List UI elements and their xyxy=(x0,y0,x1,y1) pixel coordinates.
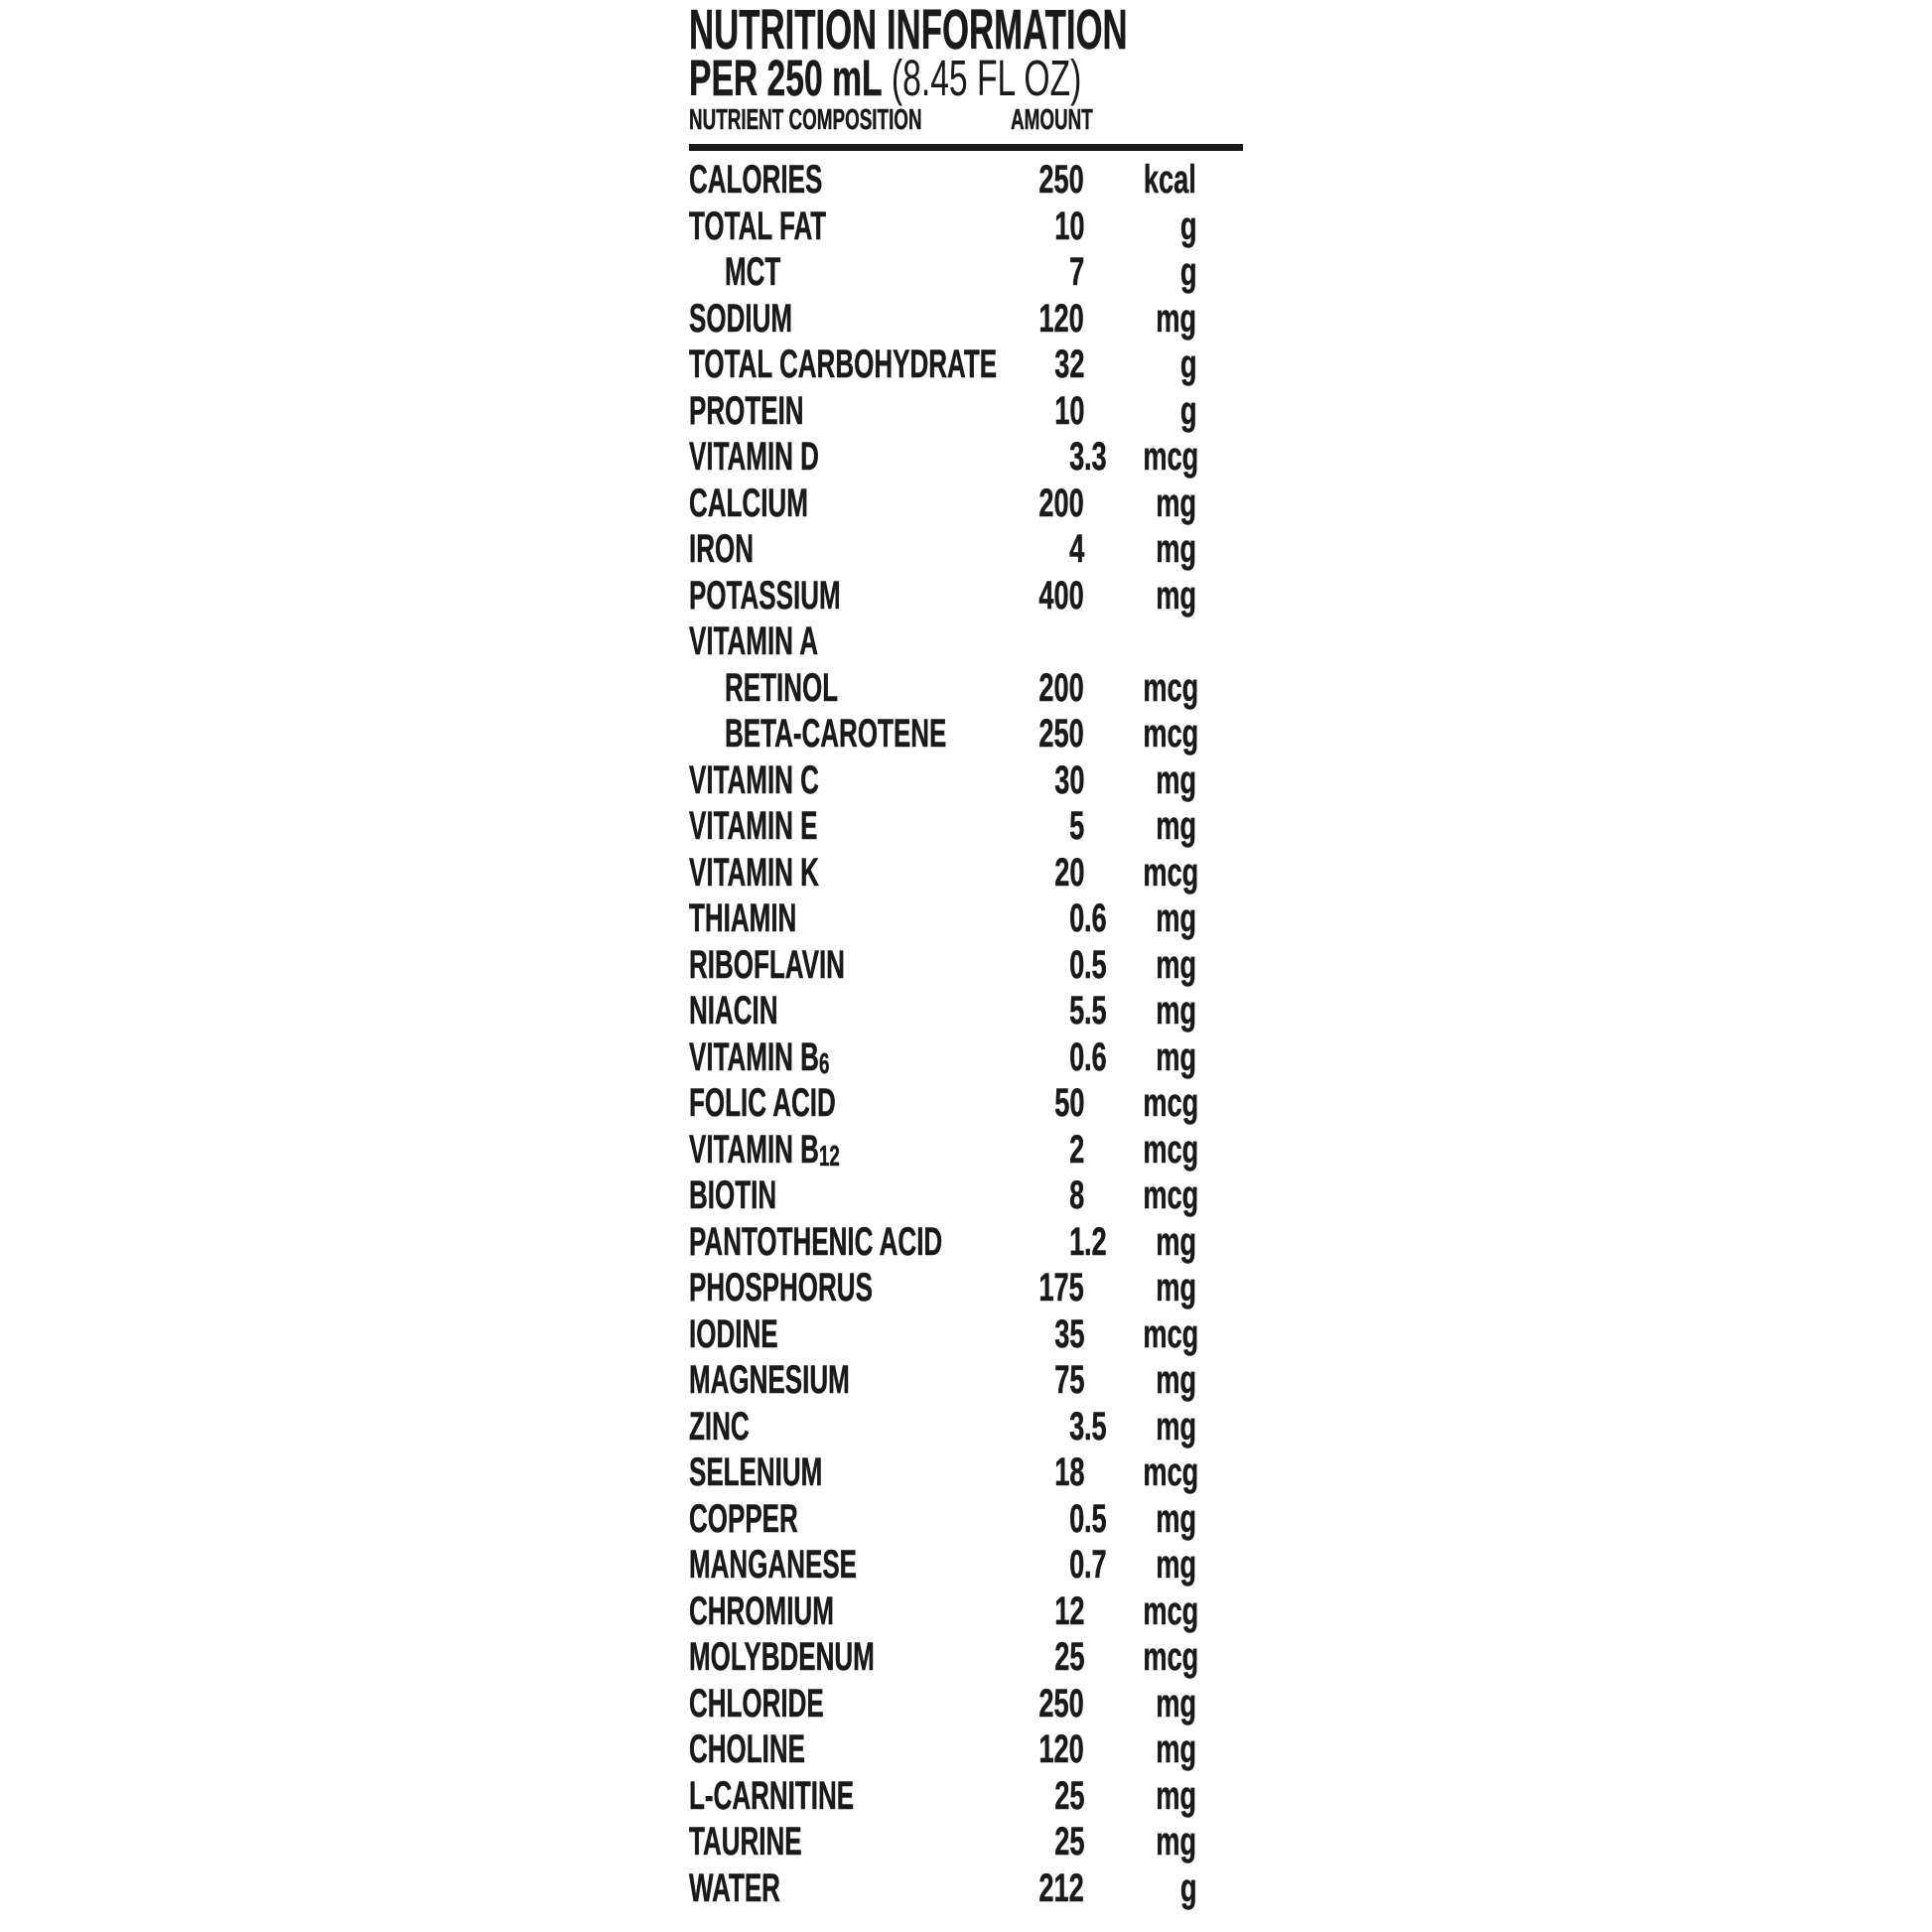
amount-unit: mg xyxy=(1156,1543,1196,1587)
amount-value-integer: 200 xyxy=(1038,481,1084,525)
amount-value xyxy=(957,157,1084,204)
nutrient-label-text: THIAMIN xyxy=(689,897,797,940)
nutrient-label-text: VITAMIN C xyxy=(689,758,819,802)
nutrient-label xyxy=(689,1588,957,1635)
nutrient-label xyxy=(689,1265,957,1311)
amount-unit: mcg xyxy=(1143,1311,1199,1356)
nutrient-label xyxy=(689,711,957,758)
nutrient-label xyxy=(689,850,957,897)
table-row xyxy=(689,481,1243,527)
table-row xyxy=(689,988,1243,1035)
nutrient-label xyxy=(689,1726,957,1773)
nutrient-label-text: MOLYBDENUM xyxy=(689,1635,875,1679)
amount-value-fraction xyxy=(1084,1080,1117,1127)
amount-unit: mg xyxy=(1156,481,1196,525)
table-row xyxy=(689,1819,1243,1865)
table-row xyxy=(689,1080,1243,1127)
amount-value-integer: 7 xyxy=(1068,250,1084,294)
column-header-amount: AMOUNT xyxy=(1011,104,1093,136)
table-row xyxy=(689,896,1243,942)
amount-value xyxy=(957,573,1084,620)
nutrition-label-panel xyxy=(689,0,1245,1932)
amount-value-fraction xyxy=(1084,1681,1117,1727)
amount-value xyxy=(957,249,1084,296)
amount-value xyxy=(957,1449,1084,1496)
amount-unit: mcg xyxy=(1143,435,1199,479)
amount-value-fraction xyxy=(1084,803,1117,850)
nutrient-label-text: VITAMIN K xyxy=(689,850,819,895)
amount-value-fraction xyxy=(1084,665,1117,712)
amount-value xyxy=(957,1865,1084,1912)
amount-value-fraction: .3 xyxy=(1084,435,1107,479)
amount-value-fraction xyxy=(1084,526,1117,573)
amount-value xyxy=(957,526,1084,573)
amount-value-fraction xyxy=(1084,1449,1117,1496)
amount-value-fraction xyxy=(1084,758,1117,804)
amount-value-fraction xyxy=(1084,157,1117,204)
table-row xyxy=(689,1726,1243,1773)
nutrient-label-text: RETINOL xyxy=(725,665,839,710)
amount-unit: mg xyxy=(1156,1266,1196,1310)
table-row xyxy=(689,204,1243,250)
nutrient-label-text: CHLORIDE xyxy=(689,1681,824,1725)
amount-value-fraction xyxy=(1084,1588,1117,1635)
amount-value xyxy=(957,1819,1084,1865)
amount-value-fraction xyxy=(1084,711,1117,758)
nutrient-label-text: BIOTIN xyxy=(689,1173,777,1217)
nutrient-label-text: PROTEIN xyxy=(689,388,804,433)
amount-unit: g xyxy=(1179,388,1196,433)
amount-value xyxy=(957,1634,1084,1681)
table-row xyxy=(689,1035,1243,1081)
amount-value-fraction: .6 xyxy=(1084,1035,1107,1079)
amount-value-fraction: .2 xyxy=(1084,1219,1107,1264)
amount-value xyxy=(957,1311,1084,1358)
amount-value-integer: 25 xyxy=(1053,1820,1084,1863)
amount-unit: mg xyxy=(1156,1773,1196,1818)
nutrient-label-text: PHOSPHORUS xyxy=(689,1266,873,1310)
table-row xyxy=(689,388,1243,435)
amount-unit: mcg xyxy=(1143,1635,1199,1679)
amount-value xyxy=(957,434,1084,481)
amount-unit: g xyxy=(1179,204,1196,248)
amount-value xyxy=(957,204,1084,250)
amount-value-fraction: .5 xyxy=(1084,1496,1107,1541)
amount-value xyxy=(957,1357,1084,1404)
table-row xyxy=(689,1634,1243,1681)
amount-value-fraction: .5 xyxy=(1084,989,1107,1033)
nutrient-label xyxy=(689,204,957,250)
amount-unit: g xyxy=(1179,250,1196,294)
nutrient-label-text: TOTAL FAT xyxy=(689,204,827,248)
nutrient-label xyxy=(689,1035,957,1081)
amount-value-integer: 25 xyxy=(1053,1773,1084,1818)
nutrient-label-text: TOTAL CARBOHYDRATE xyxy=(689,343,998,386)
amount-value-integer: 4 xyxy=(1068,527,1084,571)
amount-value xyxy=(957,758,1084,804)
amount-value-fraction xyxy=(1084,1127,1117,1173)
serving-size-text xyxy=(689,50,1082,106)
amount-value-integer: 12 xyxy=(1053,1588,1084,1633)
amount-value-integer: 35 xyxy=(1053,1311,1084,1356)
amount-value-integer: 212 xyxy=(1038,1865,1084,1910)
header-rule xyxy=(689,144,1243,151)
amount-value-fraction xyxy=(1084,342,1117,388)
amount-value-fraction xyxy=(1084,1357,1117,1404)
amount-value xyxy=(957,1080,1084,1127)
nutrient-label-text: IODINE xyxy=(689,1311,778,1356)
amount-unit: mcg xyxy=(1143,1588,1199,1633)
table-row xyxy=(689,1173,1243,1219)
amount-value xyxy=(957,1726,1084,1773)
amount-unit: mg xyxy=(1156,296,1196,341)
nutrient-label xyxy=(689,526,957,573)
table-row xyxy=(689,1681,1243,1727)
amount-value-fraction xyxy=(1084,249,1117,296)
amount-value xyxy=(957,896,1084,942)
amount-unit: mg xyxy=(1156,758,1196,802)
amount-value-integer: 32 xyxy=(1053,343,1084,386)
column-header-nutrient: NUTRIENT COMPOSITION xyxy=(689,104,922,136)
amount-unit: kcal xyxy=(1144,158,1196,202)
amount-unit: mg xyxy=(1156,1035,1196,1079)
table-row xyxy=(689,1219,1243,1266)
amount-unit: mg xyxy=(1156,1404,1196,1449)
nutrient-label-text: ZINC xyxy=(689,1404,750,1449)
amount-value-integer: 250 xyxy=(1038,158,1084,202)
nutrient-label xyxy=(689,1634,957,1681)
amount-value-integer: 120 xyxy=(1038,296,1084,341)
amount-value-integer: 3 xyxy=(1068,435,1084,479)
amount-value xyxy=(957,388,1084,435)
amount-value-fraction xyxy=(1084,481,1117,527)
amount-value-integer: 2 xyxy=(1068,1127,1084,1172)
nutrient-label xyxy=(689,1311,957,1358)
amount-unit: mg xyxy=(1156,1219,1196,1264)
table-row xyxy=(689,1127,1243,1173)
amount-unit xyxy=(1117,619,1196,665)
amount-value-integer: 200 xyxy=(1038,665,1084,710)
amount-value xyxy=(957,1127,1084,1173)
nutrient-label-text: IRON xyxy=(689,527,754,571)
nutrient-label-text: CALCIUM xyxy=(689,481,808,525)
amount-unit: mg xyxy=(1156,1681,1196,1725)
table-row xyxy=(689,1265,1243,1311)
table-row xyxy=(689,1311,1243,1358)
amount-value-integer: 175 xyxy=(1038,1266,1084,1310)
amount-value-fraction xyxy=(1084,573,1117,620)
nutrient-label xyxy=(689,758,957,804)
nutrient-label-text: MANGANESE xyxy=(689,1543,858,1587)
nutrient-label xyxy=(689,1357,957,1404)
nutrient-label-text: SELENIUM xyxy=(689,1450,823,1494)
nutrient-label xyxy=(689,1219,957,1266)
table-row xyxy=(689,1496,1243,1543)
amount-value xyxy=(957,1773,1084,1820)
amount-unit: mcg xyxy=(1143,665,1199,710)
nutrient-label xyxy=(689,1542,957,1588)
nutrient-label xyxy=(689,249,957,296)
amount-value xyxy=(957,1404,1084,1450)
amount-value-fraction xyxy=(1084,1819,1117,1865)
nutrient-label-text: L-CARNITINE xyxy=(689,1773,855,1818)
amount-value-integer: 18 xyxy=(1053,1450,1084,1494)
amount-value xyxy=(957,942,1084,989)
amount-value-fraction xyxy=(1084,1265,1117,1311)
table-row xyxy=(689,526,1243,573)
amount-value-integer: 250 xyxy=(1038,712,1084,756)
nutrient-label-text: SODIUM xyxy=(689,296,792,341)
table-row xyxy=(689,1357,1243,1404)
amount-value-fraction xyxy=(1084,204,1117,250)
serving-size-volume: PER 250 mL xyxy=(689,50,883,106)
table-column-headers xyxy=(689,106,1243,135)
table-row xyxy=(689,296,1243,343)
amount-value xyxy=(957,1496,1084,1543)
nutrient-label-text: MCT xyxy=(725,250,781,294)
amount-unit: mcg xyxy=(1143,1127,1199,1172)
amount-value-integer: 8 xyxy=(1068,1173,1084,1217)
nutrient-label xyxy=(689,342,998,388)
amount-unit: g xyxy=(1179,343,1196,386)
table-row xyxy=(689,157,1243,204)
nutrient-label xyxy=(689,1449,957,1496)
nutrient-label xyxy=(689,1773,957,1820)
amount-unit: mg xyxy=(1156,1496,1196,1541)
amount-value xyxy=(957,481,1084,527)
nutrient-label xyxy=(689,1865,957,1912)
table-row xyxy=(689,1773,1243,1820)
amount-value xyxy=(957,988,1084,1035)
amount-unit: mcg xyxy=(1143,712,1199,756)
amount-value-integer: 75 xyxy=(1053,1358,1084,1402)
nutrient-label xyxy=(689,481,957,527)
nutrient-label xyxy=(689,1127,957,1173)
nutrient-label xyxy=(689,157,957,204)
amount-value xyxy=(957,1219,1084,1266)
table-row xyxy=(689,1542,1243,1588)
nutrient-label xyxy=(689,988,957,1035)
amount-unit: mg xyxy=(1156,1358,1196,1402)
nutrient-label-text: MAGNESIUM xyxy=(689,1358,850,1402)
nutrient-label xyxy=(689,1404,957,1450)
nutrient-label xyxy=(689,619,957,665)
nutrient-label xyxy=(689,388,957,435)
amount-unit: g xyxy=(1179,1865,1196,1910)
amount-value xyxy=(957,619,1084,665)
amount-value xyxy=(957,1265,1084,1311)
amount-unit: mcg xyxy=(1143,1450,1199,1494)
nutrient-label-text: VITAMIN E xyxy=(689,804,818,848)
table-row xyxy=(689,850,1243,897)
nutrient-label-text: POTASSIUM xyxy=(689,573,841,618)
nutrient-label-text: CHROMIUM xyxy=(689,1588,834,1633)
nutrient-label xyxy=(689,896,957,942)
table-row xyxy=(689,249,1243,296)
amount-value-fraction xyxy=(1084,388,1117,435)
nutrient-label-text: VITAMIN A xyxy=(689,620,818,663)
amount-value-integer: 400 xyxy=(1038,573,1084,618)
nutrient-label-text: WATER xyxy=(689,1865,780,1910)
table-row xyxy=(689,665,1243,712)
amount-unit: mcg xyxy=(1143,1081,1199,1125)
amount-value xyxy=(957,1035,1084,1081)
amount-value-integer: 0 xyxy=(1068,1035,1084,1079)
amount-value-integer: 10 xyxy=(1053,204,1084,248)
table-row xyxy=(689,619,1243,665)
amount-unit: mg xyxy=(1156,527,1196,571)
amount-value-integer: 5 xyxy=(1068,989,1084,1033)
amount-unit: mg xyxy=(1156,1727,1196,1771)
amount-unit: mg xyxy=(1156,573,1196,618)
nutrient-label-text: VITAMIN $B_{12}$ xyxy=(689,1127,840,1173)
amount-value-fraction xyxy=(1084,619,1117,665)
amount-value-fraction xyxy=(1084,1173,1117,1219)
amount-value xyxy=(957,1588,1084,1635)
nutrient-label-subscript: 6 xyxy=(818,1047,830,1080)
nutrient-label-text: RIBOFLAVIN xyxy=(689,942,845,987)
nutrient-label xyxy=(689,665,957,712)
amount-value-fraction xyxy=(1084,296,1117,343)
amount-value xyxy=(957,1681,1084,1727)
nutrient-label xyxy=(689,296,957,343)
amount-value xyxy=(957,850,1084,897)
amount-value-integer: 0 xyxy=(1068,1543,1084,1587)
amount-unit: mg xyxy=(1156,804,1196,848)
table-row xyxy=(689,342,1243,388)
nutrient-label xyxy=(689,1819,957,1865)
table-row xyxy=(689,711,1243,758)
amount-value-fraction: .6 xyxy=(1084,897,1107,940)
table-row xyxy=(689,758,1243,804)
amount-value-fraction xyxy=(1084,1634,1117,1681)
table-row xyxy=(689,942,1243,989)
amount-value-fraction: .5 xyxy=(1084,942,1107,987)
amount-value-fraction: .7 xyxy=(1084,1543,1107,1587)
nutrient-label-text: BETA-CAROTENE xyxy=(725,712,947,756)
amount-value-integer: 25 xyxy=(1053,1635,1084,1679)
table-row xyxy=(689,1588,1243,1635)
amount-unit: mcg xyxy=(1143,850,1199,895)
amount-value-integer: 1 xyxy=(1068,1219,1084,1264)
amount-value xyxy=(957,296,1084,343)
nutrient-label-text: FOLIC ACID xyxy=(689,1081,836,1125)
amount-value-integer: 10 xyxy=(1053,388,1084,433)
amount-value xyxy=(957,665,1084,712)
amount-value xyxy=(957,803,1084,850)
table-row xyxy=(689,573,1243,620)
amount-value-integer: 3 xyxy=(1068,1404,1084,1449)
amount-value-integer: 20 xyxy=(1053,850,1084,895)
table-row xyxy=(689,1865,1243,1912)
amount-value xyxy=(957,711,1084,758)
nutrient-label xyxy=(689,803,957,850)
nutrient-label xyxy=(689,1173,957,1219)
amount-value-integer: 0 xyxy=(1068,942,1084,987)
nutrient-label xyxy=(689,942,957,989)
amount-value-integer: 120 xyxy=(1038,1727,1084,1771)
amount-value-integer: 50 xyxy=(1053,1081,1084,1125)
nutrition-table xyxy=(689,157,1243,1911)
title-text: NUTRITION INFORMATION xyxy=(689,0,1128,62)
amount-value-fraction xyxy=(1084,1726,1117,1773)
table-row xyxy=(689,803,1243,850)
nutrient-label-text: PANTOTHENIC ACID xyxy=(689,1219,943,1264)
amount-value-fraction xyxy=(1084,1773,1117,1820)
amount-unit: mg xyxy=(1156,942,1196,987)
nutrient-label xyxy=(689,434,957,481)
nutrient-label-subscript: 12 xyxy=(818,1140,840,1173)
amount-value-integer: 0 xyxy=(1068,897,1084,940)
amount-value-integer: 5 xyxy=(1068,804,1084,848)
amount-value-fraction xyxy=(1084,1311,1117,1358)
nutrient-label-text: VITAMIN $B_6$ xyxy=(689,1035,830,1080)
amount-value-fraction xyxy=(1084,1865,1117,1912)
amount-unit: mg xyxy=(1156,989,1196,1033)
amount-value xyxy=(957,1542,1084,1588)
amount-unit: mg xyxy=(1156,1820,1196,1863)
nutrient-label xyxy=(689,573,957,620)
amount-value xyxy=(957,1173,1084,1219)
amount-value-fraction xyxy=(1084,850,1117,897)
amount-value-integer: 0 xyxy=(1068,1496,1084,1541)
table-row xyxy=(689,1404,1243,1450)
nutrient-label-text: CHOLINE xyxy=(689,1727,805,1771)
amount-value-fraction: .5 xyxy=(1084,1404,1107,1449)
nutrient-label xyxy=(689,1080,957,1127)
amount-unit: mg xyxy=(1156,897,1196,940)
amount-value-integer: 30 xyxy=(1053,758,1084,802)
nutrient-label xyxy=(689,1681,957,1727)
nutrient-label-text: VITAMIN D xyxy=(689,435,819,479)
table-row xyxy=(689,434,1243,481)
serving-size xyxy=(689,50,1284,106)
nutrient-label xyxy=(689,1496,957,1543)
amount-unit: mcg xyxy=(1143,1173,1199,1217)
nutrient-label-text: TAURINE xyxy=(689,1820,802,1863)
amount-value-integer: 250 xyxy=(1038,1681,1084,1725)
nutrient-label-text: COPPER xyxy=(689,1496,798,1541)
nutrient-label-text: CALORIES xyxy=(689,158,823,202)
table-row xyxy=(689,1449,1243,1496)
serving-size-ounces: (8.45 FL OZ) xyxy=(882,50,1082,106)
nutrient-label-text: NIACIN xyxy=(689,989,778,1033)
